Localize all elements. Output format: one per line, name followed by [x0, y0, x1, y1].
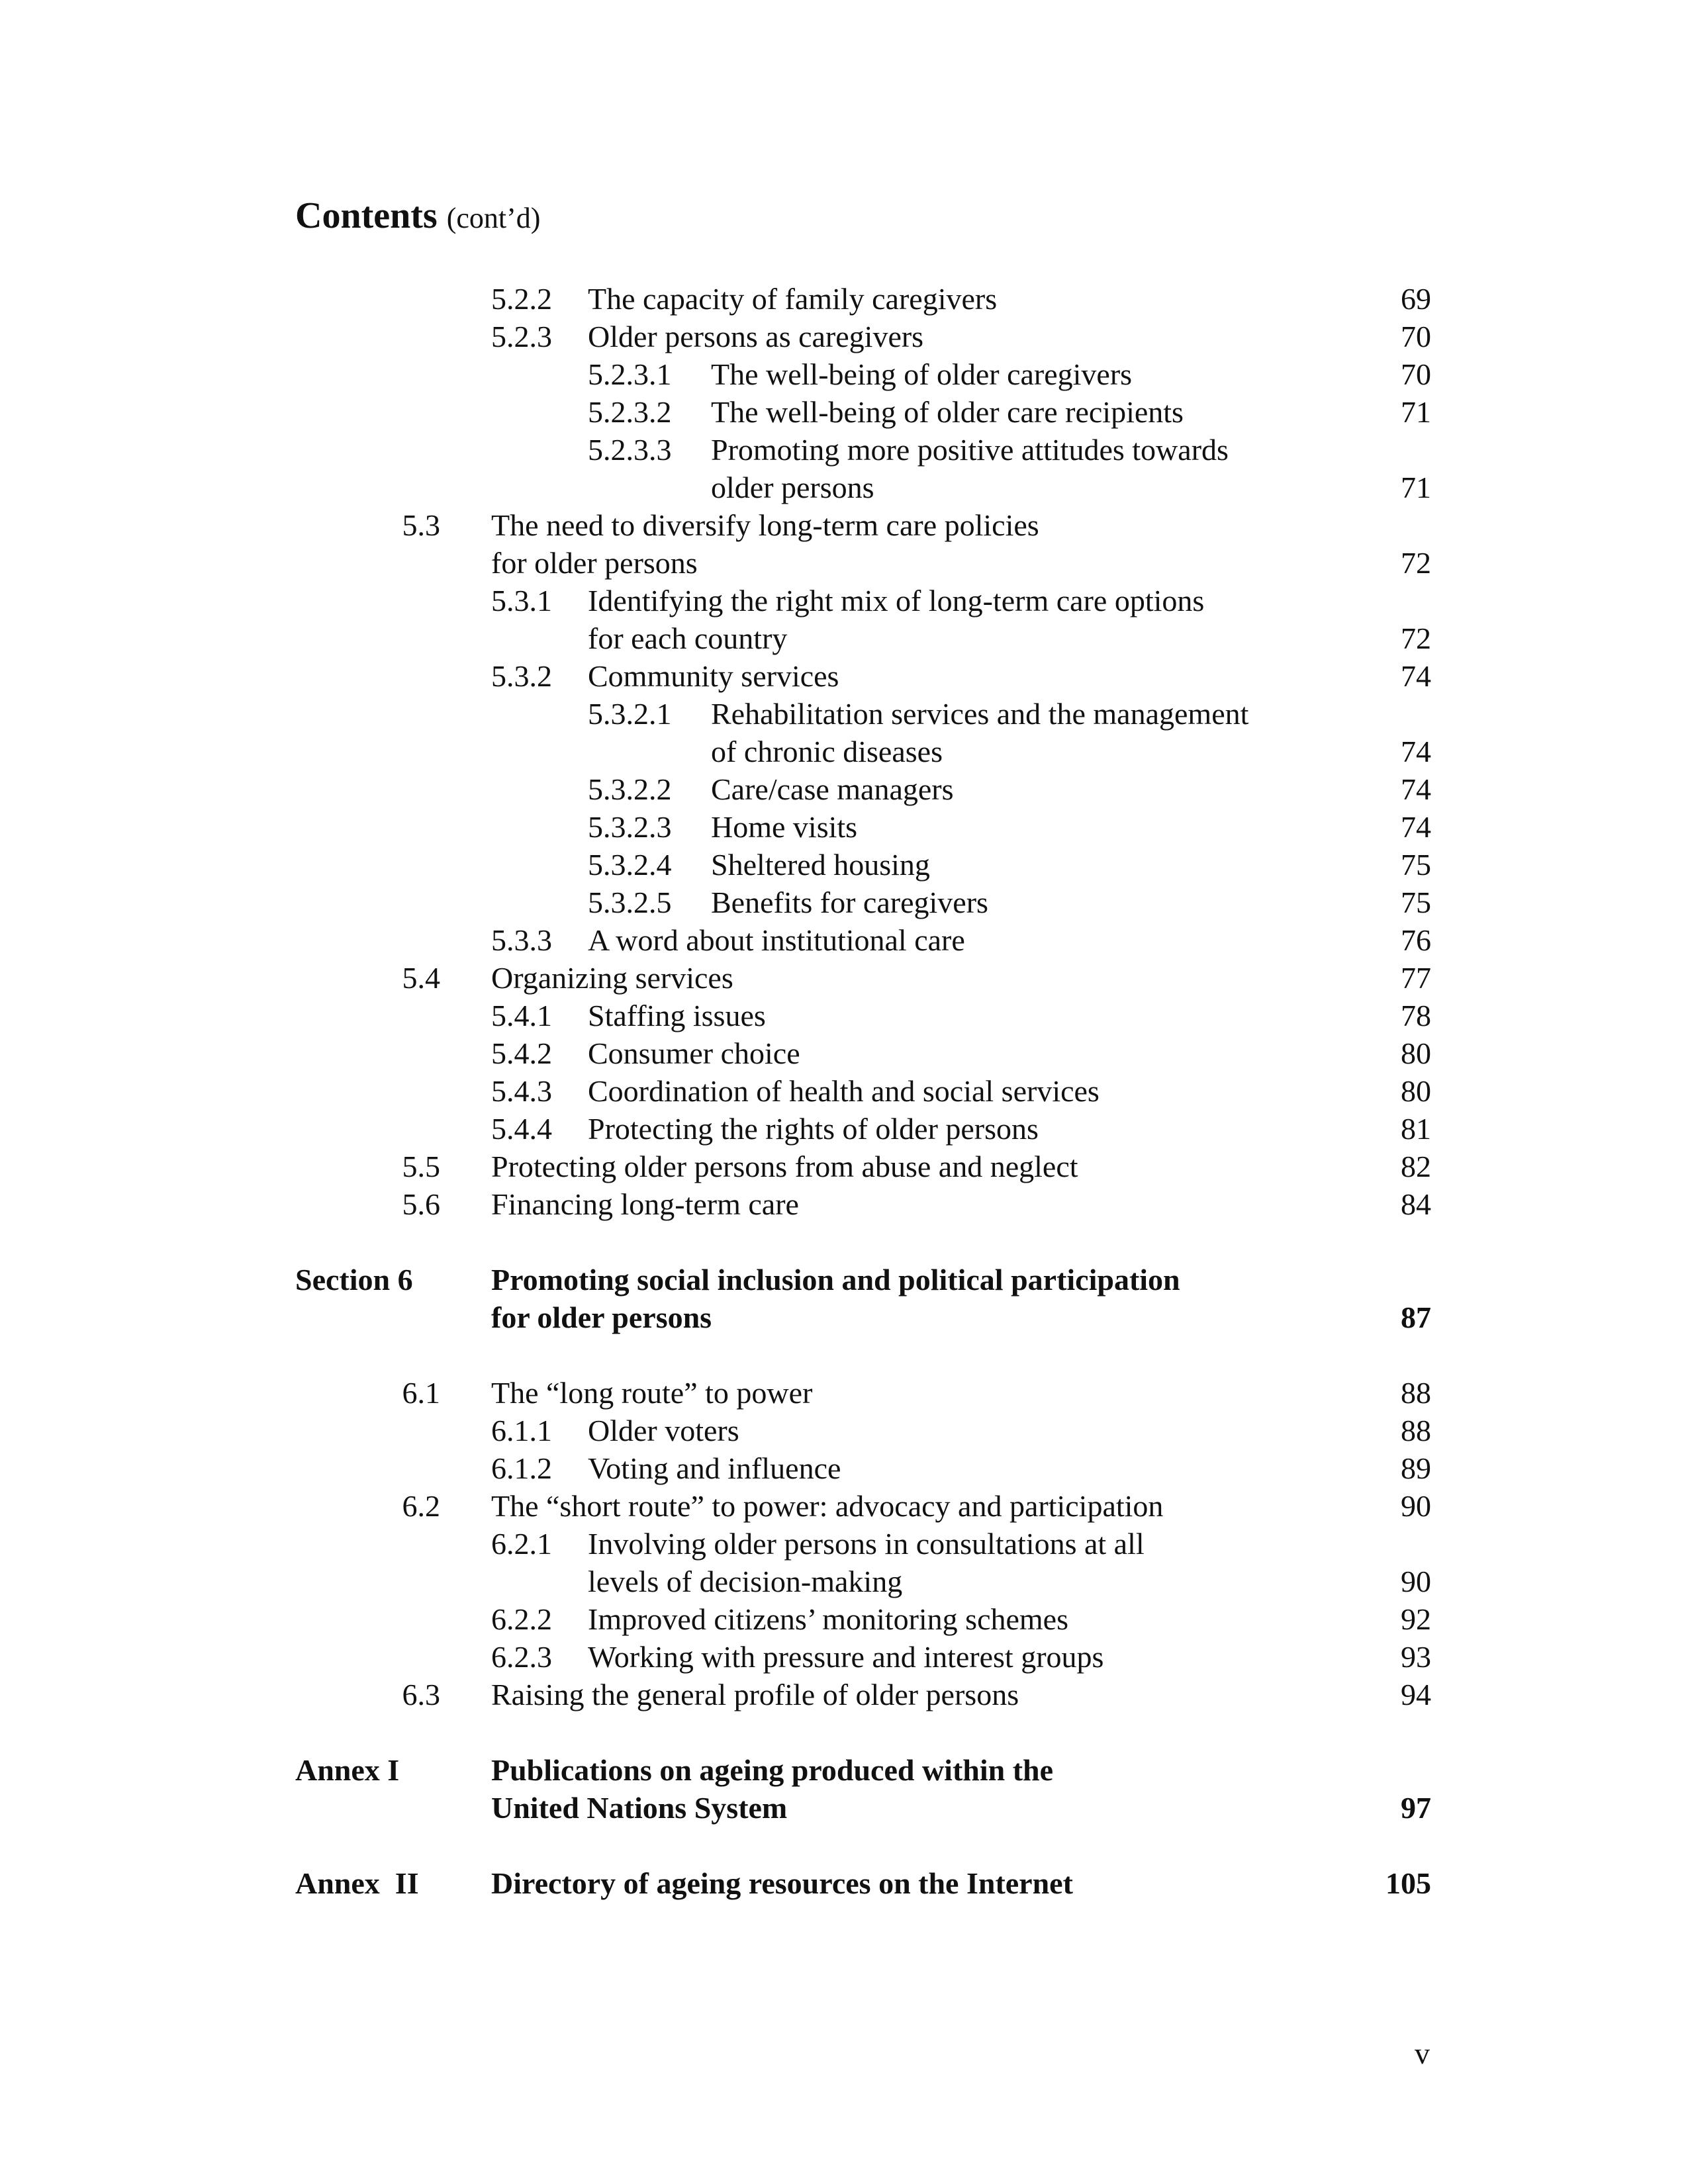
entry-title: older persons: [711, 471, 874, 504]
entry-title: Coordination of health and social services: [588, 1074, 1100, 1108]
toc-annex-heading-continuation: [0, 1789, 1688, 1827]
toc-entry-continuation: [0, 733, 1688, 771]
toc-entry: [0, 280, 1688, 318]
entry-number: 5.2.3.3: [588, 433, 672, 467]
entry-number: 6.2.2: [491, 1602, 552, 1636]
entry-page: 88: [1401, 1414, 1431, 1447]
section-page: 87: [1401, 1300, 1431, 1334]
entry-page: 81: [1401, 1112, 1431, 1146]
entry-number: 5.5: [402, 1150, 440, 1183]
entry-page: 70: [1401, 320, 1431, 353]
entry-number: 5.3.2: [491, 659, 552, 693]
entry-page: 78: [1401, 999, 1431, 1032]
entry-title: for each country: [588, 621, 788, 655]
annex-title: United Nations System: [491, 1791, 788, 1825]
entry-page: 88: [1401, 1376, 1431, 1410]
entry-number: 5.3.1: [491, 584, 552, 617]
entry-title: Involving older persons in consultations at all: [588, 1527, 1145, 1561]
section-title: for older persons: [491, 1300, 712, 1334]
entry-title: Home visits: [711, 810, 858, 844]
entry-title: for older persons: [491, 546, 698, 580]
toc-entry: [0, 393, 1688, 432]
toc-annex-heading: [0, 1751, 1688, 1790]
toc-entry-continuation: [0, 619, 1688, 658]
entry-title: of chronic diseases: [711, 735, 943, 768]
section-title: Promoting social inclusion and political participation: [491, 1263, 1180, 1297]
annex-page: 97: [1401, 1791, 1431, 1825]
entry-title: A word about institutional care: [588, 923, 965, 957]
entry-page: 74: [1401, 659, 1431, 693]
toc-entry: [0, 1600, 1688, 1639]
entry-number: 6.1: [402, 1376, 440, 1410]
entry-page: 72: [1401, 621, 1431, 655]
entry-title: Benefits for caregivers: [711, 886, 988, 919]
entry-number: 5.3.3: [491, 923, 552, 957]
entry-page: 72: [1401, 546, 1431, 580]
toc-entry: [0, 1638, 1688, 1676]
entry-page: 74: [1401, 772, 1431, 806]
toc-entry: [0, 695, 1688, 733]
toc-section-heading-continuation: [0, 1298, 1688, 1337]
entry-title: Identifying the right mix of long-term care options: [588, 584, 1205, 617]
toc-entry: [0, 997, 1688, 1035]
toc-entry: [0, 355, 1688, 394]
entry-title: Staffing issues: [588, 999, 766, 1032]
entry-title: Raising the general profile of older persons: [491, 1678, 1019, 1711]
toc-entry: [0, 582, 1688, 620]
entry-number: 5.2.3.2: [588, 395, 672, 429]
toc-entry: [0, 657, 1688, 696]
entry-page: 92: [1401, 1602, 1431, 1636]
entry-title: Working with pressure and interest groups: [588, 1640, 1104, 1674]
entry-page: 69: [1401, 282, 1431, 316]
entry-number: 5.2.2: [491, 282, 552, 316]
entry-title: The well-being of older caregivers: [711, 357, 1133, 391]
section-label: Section 6: [295, 1263, 413, 1297]
title-main: Contents: [295, 195, 438, 236]
entry-title: Sheltered housing: [711, 848, 930, 882]
entry-title: The capacity of family caregivers: [588, 282, 998, 316]
entry-page: 74: [1401, 735, 1431, 768]
entry-page: 90: [1401, 1489, 1431, 1523]
entry-page: 76: [1401, 923, 1431, 957]
entry-title: Improved citizens’ monitoring schemes: [588, 1602, 1069, 1636]
entry-number: 6.2.1: [491, 1527, 552, 1561]
entry-number: 5.3.2.5: [588, 886, 672, 919]
entry-page: 94: [1401, 1678, 1431, 1711]
toc-entry-continuation: [0, 469, 1688, 507]
entry-title: Older voters: [588, 1414, 739, 1447]
entry-number: 5.6: [402, 1187, 440, 1221]
entry-page: 93: [1401, 1640, 1431, 1674]
toc-section-heading: [0, 1261, 1688, 1299]
toc-entry: [0, 431, 1688, 469]
annex-title: Directory of ageing resources on the Internet: [491, 1866, 1073, 1900]
entry-number: 5.3.2.4: [588, 848, 672, 882]
entry-number: 5.4.1: [491, 999, 552, 1032]
toc-annex-heading: [0, 1864, 1688, 1903]
entry-number: 5.4.3: [491, 1074, 552, 1108]
entry-number: 5.3.2.2: [588, 772, 672, 806]
entry-page: 80: [1401, 1074, 1431, 1108]
entry-page: 77: [1401, 961, 1431, 995]
entry-page: 70: [1401, 357, 1431, 391]
toc-entry: [0, 1034, 1688, 1073]
toc-entry: [0, 1072, 1688, 1111]
entry-title: The well-being of older care recipients: [711, 395, 1184, 429]
entry-number: 5.2.3.1: [588, 357, 672, 391]
toc-entry: [0, 808, 1688, 846]
toc-entry: [0, 1525, 1688, 1563]
entry-page: 75: [1401, 848, 1431, 882]
entry-title: Protecting older persons from abuse and neglect: [491, 1150, 1078, 1183]
entry-title: Care/case managers: [711, 772, 954, 806]
annex-title: Publications on ageing produced within the: [491, 1753, 1054, 1787]
toc-entry: [0, 506, 1688, 545]
entry-title: Consumer choice: [588, 1036, 800, 1070]
toc-entry: [0, 1185, 1688, 1224]
toc-entry: [0, 921, 1688, 960]
entry-number: 5.4.2: [491, 1036, 552, 1070]
title-suffix: (cont’d): [446, 202, 541, 234]
entry-title: Community services: [588, 659, 839, 693]
entry-title: Rehabilitation services and the management: [711, 697, 1249, 731]
entry-title: Financing long-term care: [491, 1187, 799, 1221]
entry-number: 6.2: [402, 1489, 440, 1523]
entry-page: 89: [1401, 1451, 1431, 1485]
entry-number: 5.4.4: [491, 1112, 552, 1146]
entry-title: Older persons as caregivers: [588, 320, 924, 353]
entry-page: 71: [1401, 471, 1431, 504]
entry-title: The “short route” to power: advocacy and participation: [491, 1489, 1164, 1523]
entry-number: 5.3.2.3: [588, 810, 672, 844]
toc-entry: [0, 884, 1688, 922]
entry-number: 5.3.2.1: [588, 697, 672, 731]
toc-entry: [0, 1487, 1688, 1525]
toc-entry: [0, 318, 1688, 356]
annex-page: 105: [1385, 1866, 1431, 1900]
entry-number: 6.1.2: [491, 1451, 552, 1485]
entry-title: Organizing services: [491, 961, 733, 995]
entry-page: 74: [1401, 810, 1431, 844]
entry-number: 6.1.1: [491, 1414, 552, 1447]
entry-title: The “long route” to power: [491, 1376, 813, 1410]
entry-title: Voting and influence: [588, 1451, 841, 1485]
toc-entry: [0, 1148, 1688, 1186]
entry-title: levels of decision-making: [588, 1565, 903, 1598]
toc-entry-continuation: [0, 1563, 1688, 1601]
toc-entry: [0, 846, 1688, 884]
toc-entry: [0, 1412, 1688, 1450]
toc-entry: [0, 770, 1688, 809]
toc-entry: [0, 1676, 1688, 1714]
entry-number: 5.2.3: [491, 320, 552, 353]
toc-entry: [0, 959, 1688, 997]
entry-number: 5.4: [402, 961, 440, 995]
page-number: v: [1415, 2036, 1430, 2070]
toc-entry: [0, 1449, 1688, 1488]
entry-page: 82: [1401, 1150, 1431, 1183]
entry-title: Promoting more positive attitudes towards: [711, 433, 1229, 467]
entry-page: 80: [1401, 1036, 1431, 1070]
annex-label: Annex II: [295, 1866, 419, 1900]
toc-entry: [0, 1110, 1688, 1148]
toc-entry-continuation: [0, 544, 1688, 582]
entry-title: Protecting the rights of older persons: [588, 1112, 1039, 1146]
annex-label: Annex I: [295, 1753, 400, 1787]
entry-page: 71: [1401, 395, 1431, 429]
entry-number: 6.3: [402, 1678, 440, 1711]
entry-number: 6.2.3: [491, 1640, 552, 1674]
entry-page: 75: [1401, 886, 1431, 919]
entry-page: 90: [1401, 1565, 1431, 1598]
entry-number: 5.3: [402, 508, 440, 542]
entry-page: 84: [1401, 1187, 1431, 1221]
entry-title: The need to diversify long-term care policies: [491, 508, 1039, 542]
toc-entry: [0, 1374, 1688, 1412]
